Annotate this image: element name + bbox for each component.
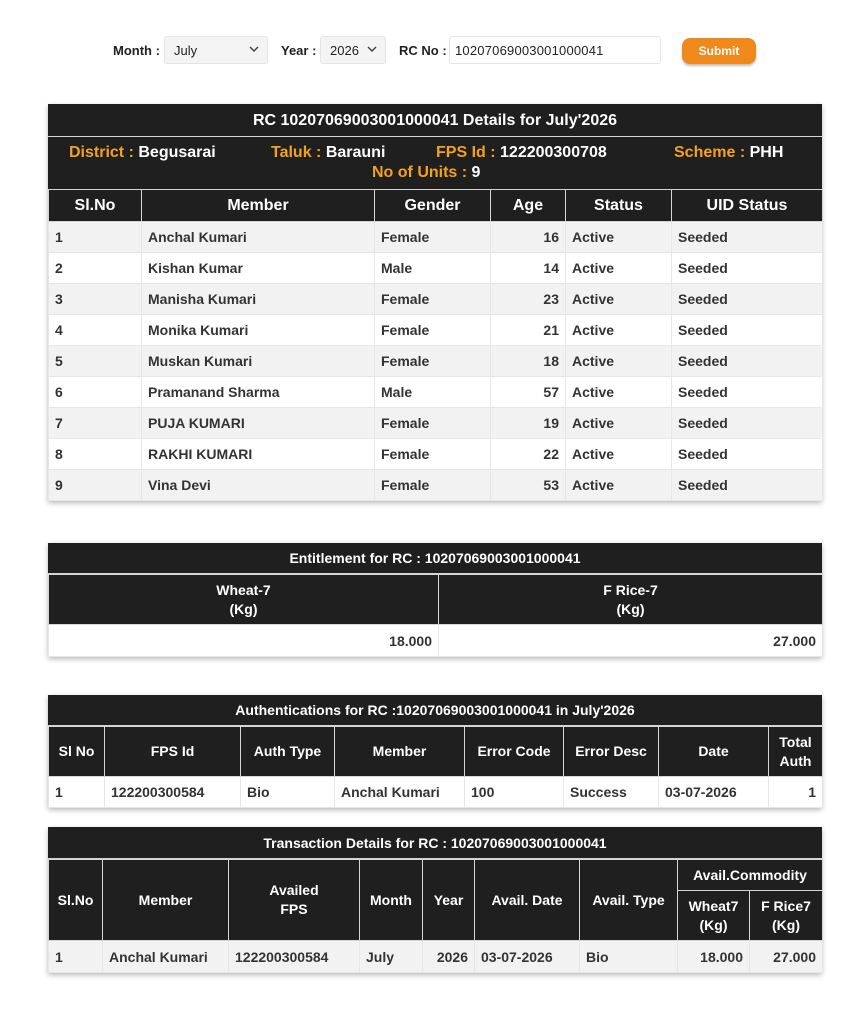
- table-row: [49, 253, 823, 284]
- cell-fps-id: 122200300584: [105, 777, 241, 808]
- cell-sl-no: 6: [49, 377, 142, 408]
- cell-member: Monika Kumari: [142, 315, 375, 346]
- cell-status: Active: [566, 408, 672, 439]
- col-avail-date: Avail. Date: [475, 860, 580, 941]
- rc-info-block: [48, 137, 822, 189]
- cell-age: 19: [491, 408, 566, 439]
- col-total-auth-line1: Total: [779, 733, 812, 750]
- table-row: [49, 941, 823, 973]
- cell-age: 53: [491, 470, 566, 501]
- col-wheat7: [678, 891, 750, 941]
- cell-status: Active: [566, 222, 672, 253]
- cell-member: Kishan Kumar: [142, 253, 375, 284]
- cell-gender: Male: [375, 377, 491, 408]
- cell-uid-status: Seeded: [672, 470, 823, 501]
- cell-gender: Female: [375, 470, 491, 501]
- table-row: [49, 470, 823, 501]
- col-availed-fps-line2: FPS: [280, 901, 308, 917]
- col-group-avail-commodity: Avail.Commodity: [678, 860, 823, 891]
- scheme-info: [674, 144, 783, 162]
- cell-status: Active: [566, 346, 672, 377]
- col-sl-no: Sl.No: [49, 860, 103, 941]
- cell-sl-no: 1: [49, 222, 142, 253]
- table-row: [49, 408, 823, 439]
- col-total-auth-line2: Auth: [779, 752, 812, 769]
- col-rice7: [750, 891, 823, 941]
- cell-sl-no: 7: [49, 408, 142, 439]
- transactions-title: Transaction Details for RC : 10207069003001000041: [48, 827, 822, 859]
- cell-auth-type: Bio: [241, 777, 335, 808]
- cell-uid-status: Seeded: [672, 253, 823, 284]
- col-total-auth: [769, 727, 823, 777]
- cell-sl-no: 5: [49, 346, 142, 377]
- members-header-row: [49, 190, 823, 222]
- cell-uid-status: Seeded: [672, 408, 823, 439]
- cell-sl-no: 8: [49, 439, 142, 470]
- cell-age: 21: [491, 315, 566, 346]
- cell-avail-type: Bio: [580, 941, 678, 973]
- cell-error-code: 100: [465, 777, 564, 808]
- fps-value: 122200300708: [500, 144, 607, 161]
- col-sl-no: Sl No: [49, 727, 105, 777]
- table-row: [49, 625, 823, 657]
- cell-sl-no: 9: [49, 470, 142, 501]
- submit-button[interactable]: Submit: [682, 38, 756, 64]
- units-label: No of Units :: [372, 164, 468, 181]
- col-fps-id: FPS Id: [105, 727, 241, 777]
- cell-age: 57: [491, 377, 566, 408]
- cell-status: Active: [566, 253, 672, 284]
- cell-uid-status: Seeded: [672, 222, 823, 253]
- cell-gender: Female: [375, 315, 491, 346]
- district-value: Begusarai: [138, 144, 216, 161]
- entitlement-title: Entitlement for RC : 10207069003001000041: [48, 543, 822, 574]
- authentications-title: Authentications for RC :10207069003001000041 in July'2026: [48, 695, 822, 726]
- col-member: Member: [103, 860, 229, 941]
- month-value: July: [174, 43, 198, 58]
- cell-age: 22: [491, 439, 566, 470]
- transactions-header-row: [49, 860, 823, 891]
- cell-member: PUJA KUMARI: [142, 408, 375, 439]
- cell-date: 03-07-2026: [659, 777, 769, 808]
- cell-sl-no: 4: [49, 315, 142, 346]
- col-auth-type: Auth Type: [241, 727, 335, 777]
- taluk-value: Barauni: [325, 144, 386, 161]
- scheme-label: Scheme :: [674, 144, 746, 161]
- col-status: Status: [566, 190, 672, 222]
- authentications-header-row: [49, 727, 823, 777]
- cell-member: RAKHI KUMARI: [142, 439, 375, 470]
- col-availed-fps-line1: Availed: [269, 882, 319, 898]
- cell-age: 14: [491, 253, 566, 284]
- col-gender: Gender: [375, 190, 491, 222]
- transactions-table: [48, 859, 823, 973]
- cell-age: 16: [491, 222, 566, 253]
- cell-error-desc: Success: [564, 777, 659, 808]
- col-wheat-line2: (Kg): [229, 600, 258, 617]
- cell-status: Active: [566, 377, 672, 408]
- fps-label: FPS Id :: [436, 144, 496, 161]
- year-value: 2026: [330, 43, 359, 58]
- month-label: Month :: [113, 43, 160, 58]
- col-member: Member: [335, 727, 465, 777]
- col-wheat7-line2: (Kg): [699, 916, 728, 933]
- cell-wheat7: 18.000: [678, 941, 750, 973]
- cell-age: 23: [491, 284, 566, 315]
- cell-sl-no: 1: [49, 777, 105, 808]
- col-rice7-line1: F Rice7: [761, 897, 811, 914]
- fps-info: [436, 144, 607, 162]
- units-info: [372, 164, 480, 182]
- month-select[interactable]: [164, 36, 268, 64]
- authentications-table: [48, 726, 823, 808]
- col-sl-no: Sl.No: [49, 190, 142, 222]
- col-error-code: Error Code: [465, 727, 564, 777]
- table-row: [49, 315, 823, 346]
- cell-status: Active: [566, 470, 672, 501]
- table-row: [49, 377, 823, 408]
- col-wheat-line1: Wheat-7: [216, 581, 271, 598]
- taluk-info: [271, 144, 385, 162]
- col-avail-type: Avail. Type: [580, 860, 678, 941]
- cell-member: Anchal Kumari: [142, 222, 375, 253]
- rc-details-panel: [48, 104, 822, 501]
- col-rice: [439, 575, 823, 625]
- col-availed-fps: [229, 860, 360, 941]
- district-label: District :: [69, 144, 134, 161]
- cell-member: Pramanand Sharma: [142, 377, 375, 408]
- rc-details-title: RC 10207069003001000041 Details for July'2026: [48, 104, 822, 137]
- cell-uid-status: Seeded: [672, 284, 823, 315]
- col-year: Year: [423, 860, 475, 941]
- col-age: Age: [491, 190, 566, 222]
- district-info: [69, 144, 216, 162]
- cell-gender: Male: [375, 253, 491, 284]
- table-row: [49, 777, 823, 808]
- units-value: 9: [471, 164, 481, 181]
- cell-rice7: 27.000: [750, 941, 823, 973]
- cell-sl-no: 1: [49, 941, 103, 973]
- entitlement-table: [48, 574, 823, 657]
- col-error-desc: Error Desc: [564, 727, 659, 777]
- cell-uid-status: Seeded: [672, 377, 823, 408]
- rc-label: RC No :: [399, 43, 447, 58]
- filter-bar: [0, 36, 856, 66]
- cell-member: Anchal Kumari: [335, 777, 465, 808]
- members-table: [48, 189, 823, 501]
- cell-uid-status: Seeded: [672, 315, 823, 346]
- cell-status: Active: [566, 439, 672, 470]
- rc-number-input[interactable]: [449, 36, 661, 64]
- cell-rice: 27.000: [439, 625, 823, 657]
- cell-gender: Female: [375, 222, 491, 253]
- cell-sl-no: 2: [49, 253, 142, 284]
- cell-member: Vina Devi: [142, 470, 375, 501]
- transactions-panel: [48, 827, 822, 973]
- cell-member: Anchal Kumari: [103, 941, 229, 973]
- col-rice7-line2: (Kg): [772, 916, 800, 933]
- cell-sl-no: 3: [49, 284, 142, 315]
- cell-uid-status: Seeded: [672, 439, 823, 470]
- cell-month: July: [360, 941, 423, 973]
- cell-uid-status: Seeded: [672, 346, 823, 377]
- cell-status: Active: [566, 315, 672, 346]
- cell-member: Muskan Kumari: [142, 346, 375, 377]
- entitlement-header-row: [49, 575, 823, 625]
- taluk-label: Taluk :: [271, 144, 322, 161]
- year-label: Year :: [281, 43, 317, 58]
- cell-gender: Female: [375, 408, 491, 439]
- chevron-down-icon: [366, 43, 378, 55]
- col-member: Member: [142, 190, 375, 222]
- col-rice-line2: (Kg): [616, 600, 645, 617]
- authentications-panel: [48, 695, 822, 808]
- table-row: [49, 284, 823, 315]
- table-row: [49, 222, 823, 253]
- col-rice-line1: F Rice-7: [603, 581, 658, 598]
- chevron-down-icon: [248, 43, 260, 55]
- table-row: [49, 439, 823, 470]
- col-uid-status: UID Status: [672, 190, 823, 222]
- cell-gender: Female: [375, 284, 491, 315]
- cell-avail-date: 03-07-2026: [475, 941, 580, 973]
- year-select[interactable]: [320, 36, 386, 64]
- col-date: Date: [659, 727, 769, 777]
- cell-gender: Female: [375, 439, 491, 470]
- cell-wheat: 18.000: [49, 625, 439, 657]
- col-month: Month: [360, 860, 423, 941]
- col-wheat7-line1: Wheat7: [688, 897, 739, 914]
- rc-number-value: 10207069003001000041: [455, 43, 604, 58]
- cell-age: 18: [491, 346, 566, 377]
- scheme-value: PHH: [749, 144, 784, 161]
- cell-availed-fps: 122200300584: [229, 941, 360, 973]
- cell-member: Manisha Kumari: [142, 284, 375, 315]
- cell-year: 2026: [423, 941, 475, 973]
- cell-gender: Female: [375, 346, 491, 377]
- entitlement-panel: [48, 543, 822, 657]
- col-wheat: [49, 575, 439, 625]
- table-row: [49, 346, 823, 377]
- cell-total-auth: 1: [769, 777, 823, 808]
- cell-status: Active: [566, 284, 672, 315]
